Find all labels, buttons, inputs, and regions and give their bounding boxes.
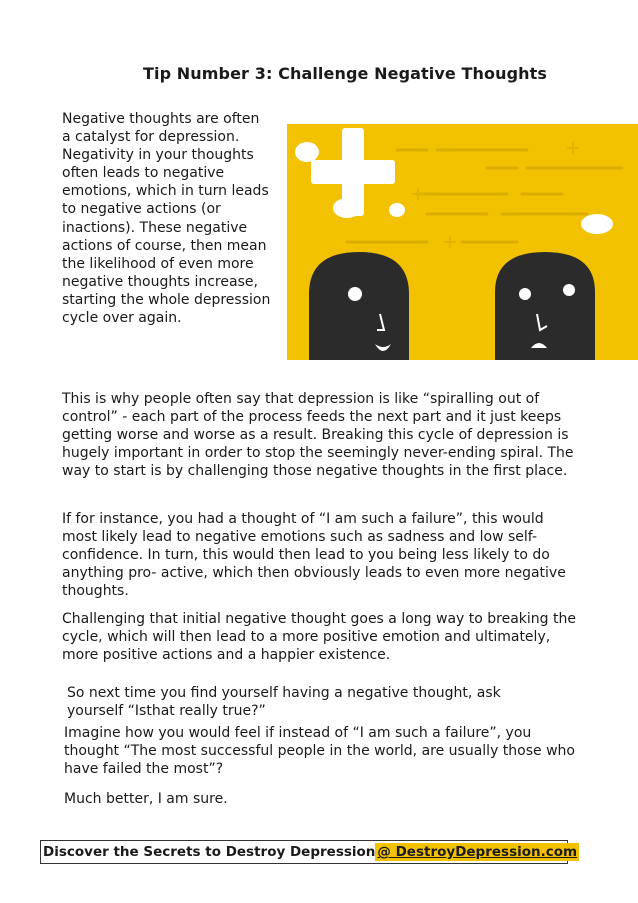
left-eye (348, 287, 362, 301)
right-eye-right (563, 284, 575, 296)
two-heads-illustration (287, 124, 638, 360)
right-head (495, 252, 595, 360)
footer-link[interactable]: @ DestroyDepression.com (377, 844, 578, 860)
page-title: Tip Number 3: Challenge Negative Thoughts (142, 64, 548, 83)
body-paragraph: If for instance, you had a thought of “I am such a failure”, this would most likely lead to negative emotions such as sadness and low self-confidence. In turn, this would then lead to you being less likely to do anything pro- active, which then obviously leads to even more negative thoughts. (62, 511, 566, 600)
footer-text: Discover the Secrets to Destroy Depression (43, 844, 376, 860)
body-paragraph: Challenging that initial negative thought goes a long way to breaking the cycle, which will then lead to a more positive emotion and ultimately, more positive actions and a happier existence. (62, 611, 576, 664)
body-paragraph: So next time you find yourself having a negative thought, ask yourself “Isthat really true?” (67, 685, 501, 720)
body-paragraph: This is why people often say that depression is like “spiralling out of control” - each part of the process feeds the next part and it just keeps getting worse and worse as a result. Breaking this cycle of depression is hugely important in order to stop the seemingly never-ending spiral. The way to start is by challenging those negative thoughts in the first place. (62, 391, 574, 480)
body-paragraph: Much better, I am sure. (64, 791, 228, 807)
left-head (309, 252, 409, 360)
right-eye-left (519, 288, 531, 300)
intro-paragraph: Negative thoughts are often a catalyst for depression. Negativity in your thoughts often leads to negative emotions, which in turn leads to negative actions (or inactions). These negative actions of course, then mean the likelihood of even more negative thoughts increase, starting the whole depression cycle over again. (62, 111, 271, 327)
right-thought-bubbles (581, 214, 613, 234)
plus-sign-horizontal (311, 160, 395, 184)
footer-banner (40, 840, 578, 864)
body-paragraph: Imagine how you would feel if instead of “I am such a failure”, you thought “The most successful people in the world, are usually those who have failed the most”? (64, 725, 575, 778)
